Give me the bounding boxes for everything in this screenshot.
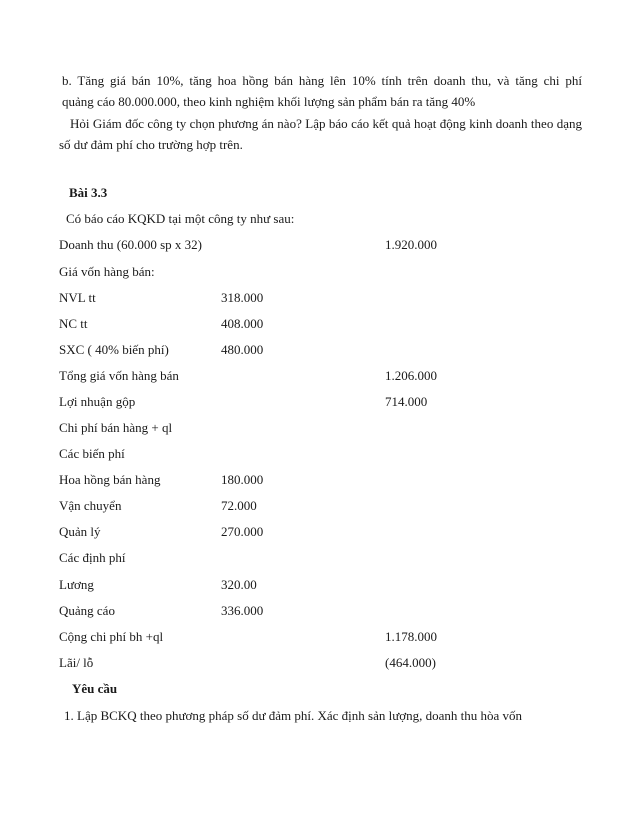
row-label: Quản lý	[59, 524, 101, 539]
row-label: Lãi/ lỗ	[59, 655, 94, 670]
row-label: NVL tt	[59, 290, 96, 305]
row-total: 1.920.000	[385, 237, 437, 252]
row-label: Các định phí	[59, 550, 126, 565]
part-b-line-1: b. Tăng giá bán 10%, tăng hoa hồng bán hàng lên 10% tính trên doanh thu, và tăng chi phí	[62, 73, 582, 88]
row-label: Chi phí bán hàng + ql	[59, 420, 173, 435]
row-label: Lương	[59, 577, 94, 592]
row-total: 1.206.000	[385, 368, 437, 383]
part-b-line-2: quảng cáo 80.000.000, theo kinh nghiệm khối lượng sản phẩm bán ra tăng 40%	[62, 94, 476, 109]
row-total: 1.178.000	[385, 629, 437, 644]
question-line-2: số dư đảm phí cho trường hợp trên.	[59, 137, 243, 152]
row-label: Các biến phí	[59, 446, 125, 461]
row-total: (464.000)	[385, 655, 436, 670]
row-label: Lợi nhuận gộp	[59, 394, 136, 409]
row-detail: 336.000	[221, 603, 264, 618]
exercise-intro: Có báo cáo KQKD tại một công ty như sau:	[66, 211, 295, 226]
row-detail: 318.000	[221, 290, 264, 305]
row-label: Quảng cáo	[59, 603, 115, 618]
requirements-title: Yêu cầu	[72, 681, 118, 696]
row-total: 714.000	[385, 394, 428, 409]
row-label: NC tt	[59, 316, 88, 331]
row-detail: 480.000	[221, 342, 264, 357]
question-line-1: Hỏi Giám đốc công ty chọn phương án nào? Lập báo cáo kết quả hoạt động kinh doanh theo dạng	[70, 116, 582, 131]
row-label: SXC ( 40% biến phí)	[59, 342, 169, 357]
row-label: Vận chuyển	[59, 498, 122, 513]
row-detail: 320.00	[221, 577, 257, 592]
row-label: Giá vốn hàng bán:	[59, 264, 155, 279]
row-label: Cộng chi phí bh +ql	[59, 629, 164, 644]
row-detail: 180.000	[221, 472, 264, 487]
row-label: Doanh thu (60.000 sp x 32)	[59, 237, 202, 252]
row-label: Tổng giá vốn hàng bán	[59, 368, 179, 383]
exercise-title: Bài 3.3	[69, 185, 108, 200]
row-detail: 72.000	[221, 498, 257, 513]
requirement-item-1: 1. Lập BCKQ theo phương pháp số dư đảm phí. Xác định sản lượng, doanh thu hòa vốn	[64, 708, 523, 723]
row-label: Hoa hồng bán hàng	[59, 472, 161, 487]
row-detail: 408.000	[221, 316, 264, 331]
row-detail: 270.000	[221, 524, 264, 539]
